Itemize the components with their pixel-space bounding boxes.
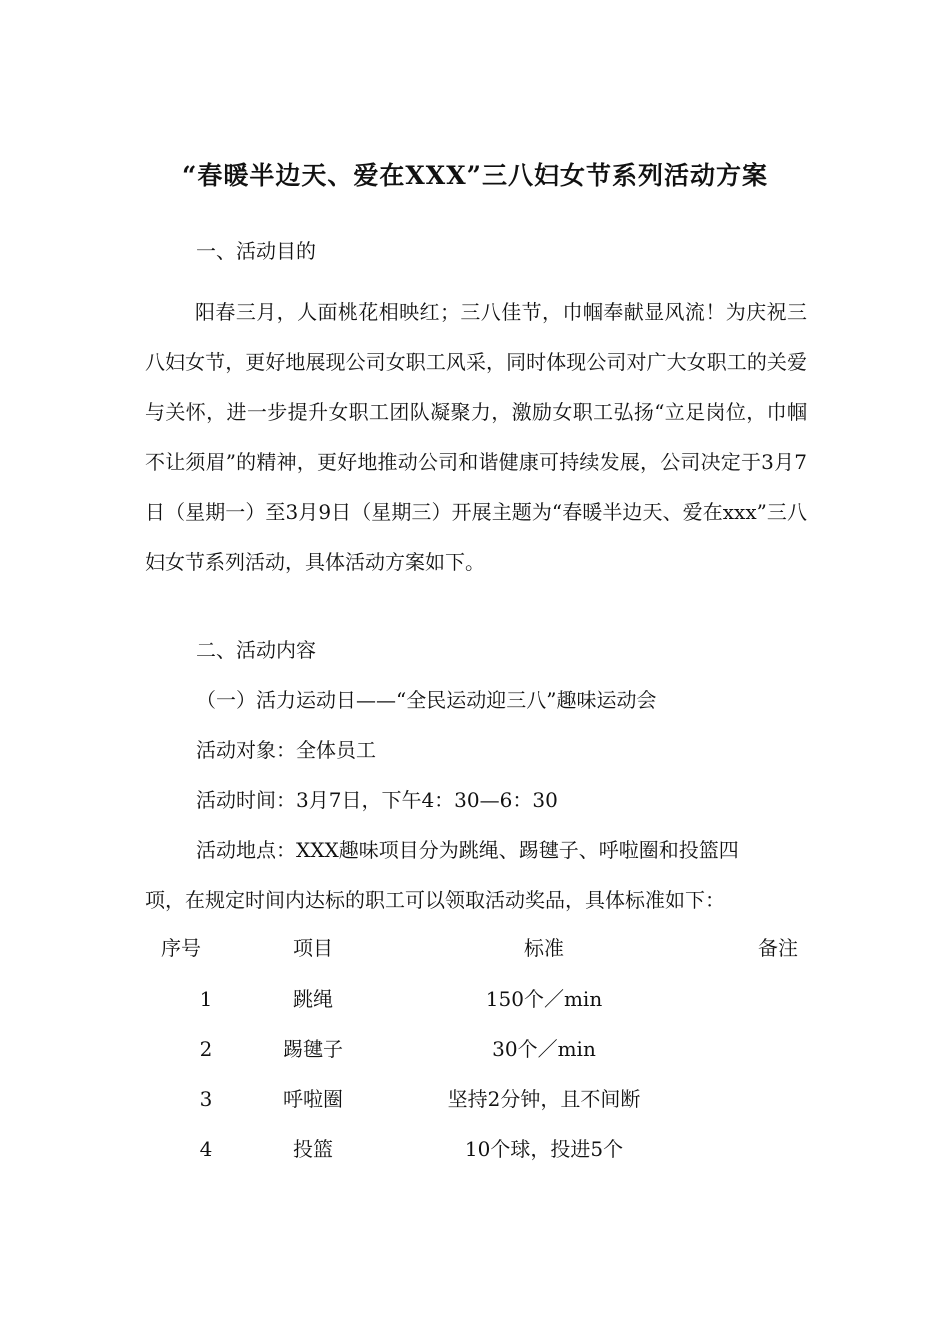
- table-cell-no: 2: [199, 1037, 213, 1061]
- table-cell-item: 踢毽子: [283, 1037, 343, 1061]
- table-header-no: 序号: [161, 936, 201, 960]
- section-heading-purpose: 一、活动目的: [196, 239, 316, 263]
- table-cell-no: 1: [199, 987, 213, 1011]
- table-header-item: 项目: [293, 936, 333, 960]
- activity-time: 活动时间：3月7日，下午4：30—6：30: [196, 788, 558, 812]
- table-cell-standard: 10个球，投进5个: [464, 1137, 624, 1161]
- activity-place-line-2: 项，在规定时间内达标的职工可以领取活动奖品，具体标准如下：: [145, 888, 725, 912]
- table-cell-no: 4: [199, 1137, 213, 1161]
- purpose-paragraph: 阳春三月，人面桃花相映红；三八佳节，巾帼奉献显风流！为庆祝三八妇女节，更好地展现公司女职工风采，同时体现公司对广大女职工的关爱与关怀，进一步提升女职工团队凝聚力，激励女职工弘扬“立足岗位，巾帼不让须眉”的精神，更好地推动公司和谐健康可持续发展，公司决定于3月7日（星期一）至3月9日（星期三）开展主题为“春暖半边天、爱在xxx”三八妇女节系列活动，具体活动方案如下。: [145, 300, 807, 574]
- activity-place-line-1: 活动地点：XXX趣味项目分为跳绳、踢毽子、呼啦圈和投篮四: [196, 838, 739, 862]
- subsection-heading-sports-day: （一）活力运动日——“全民运动迎三八”趣味运动会: [196, 688, 657, 712]
- table-cell-no: 3: [199, 1087, 213, 1111]
- section-heading-content: 二、活动内容: [196, 638, 316, 662]
- activity-target: 活动对象：全体员工: [196, 738, 376, 762]
- table-cell-standard: 150个／min: [485, 987, 603, 1011]
- table-cell-item: 跳绳: [293, 987, 333, 1011]
- table-header-standard: 标准: [524, 936, 564, 960]
- table-cell-standard: 30个／min: [492, 1037, 596, 1061]
- table-cell-item: 呼啦圈: [283, 1087, 343, 1111]
- table-cell-item: 投篮: [293, 1137, 333, 1161]
- table-header-note: 备注: [758, 936, 798, 960]
- table-cell-standard: 坚持2分钟，且不间断: [447, 1087, 641, 1111]
- document-title: “春暖半边天、爱在XXX”三八妇女节系列活动方案: [182, 161, 768, 190]
